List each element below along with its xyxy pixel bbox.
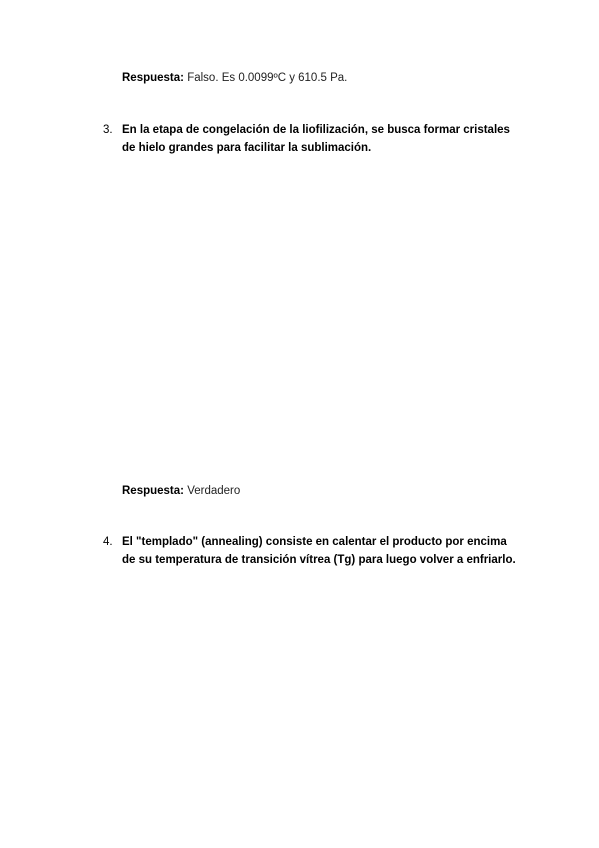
answer-label: Respuesta:	[122, 72, 184, 84]
answer-line	[122, 70, 347, 86]
answer-text: Verdadero	[184, 485, 241, 497]
question-text: El "templado" (annealing) consiste en calentar el producto por encima de su temperatura de transición vítrea (Tg) para luego volver a enfriarlo.	[122, 536, 516, 566]
question-item	[103, 121, 523, 157]
question-number: 3.	[103, 124, 113, 136]
answer-label: Respuesta:	[122, 485, 184, 497]
question-number: 4.	[103, 536, 113, 548]
question-item	[103, 533, 523, 569]
answer-text: Falso. Es 0.0099ºC y 610.5 Pa.	[184, 72, 348, 84]
question-text: En la etapa de congelación de la liofilización, se busca formar cristales de hielo grandes para facilitar la sublimación.	[122, 124, 510, 154]
answer-line	[122, 483, 240, 499]
